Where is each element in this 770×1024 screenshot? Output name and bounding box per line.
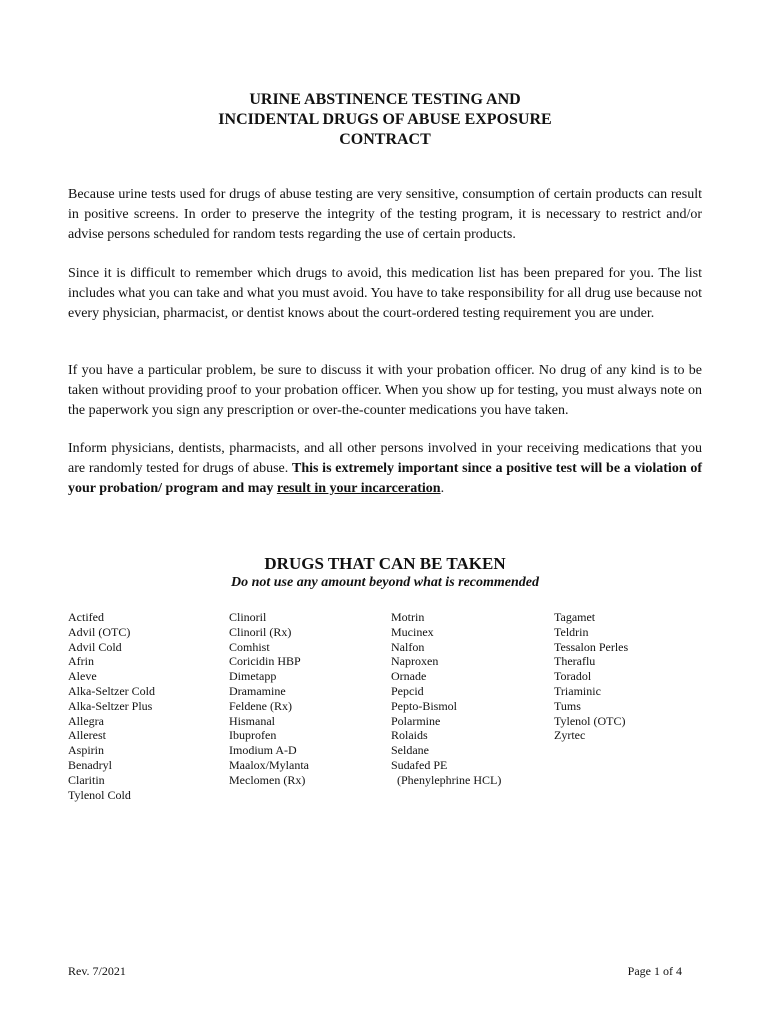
paragraph-sensitivity: Because urine tests used for drugs of abuse testing are very sensitive, consumption of certain products can result in positive screens. In order to preserve the integrity of the testing program, it is necessary to restrict and/or advise persons scheduled for random tests regarding the use of certain products. [68, 187, 702, 242]
drug-list-item: Coricidin HBP [229, 654, 301, 669]
drug-list-item: Tagamet [554, 610, 596, 624]
drug-list-item: Tessalon Perles [554, 639, 629, 654]
drug-list-item: Nalfon [391, 639, 425, 654]
drug-list-item: Dramamine [229, 683, 286, 698]
drug-list-item: Clinoril [229, 610, 267, 624]
drug-list-item: Ibuprofen [229, 728, 277, 743]
drug-list-item: Imodium A-D [229, 743, 297, 758]
drugs-section-subtitle: Do not use any amount beyond what is recommended [230, 575, 540, 590]
drug-list-item: Aleve [68, 669, 97, 684]
drug-list-item: Teldrin [554, 624, 589, 639]
drug-list-item: Toradol [554, 669, 592, 684]
drug-list-item: Seldane [391, 743, 429, 758]
warning-underlined-text: result in your incarceration [276, 481, 441, 496]
drug-list-item: Tums [554, 698, 581, 713]
drug-column-3 [391, 610, 501, 788]
drug-list-item: Feldene (Rx) [229, 698, 292, 713]
drug-column-4 [554, 610, 628, 743]
paragraph-inform-physicians [68, 439, 702, 499]
drug-list-item: Afrin [68, 654, 94, 669]
drug-list-item: Maalox/Mylanta [229, 757, 309, 772]
drug-list-item: Aspirin [68, 743, 104, 758]
drug-column-1 [68, 610, 155, 802]
drug-list-item: Theraflu [554, 654, 596, 669]
paragraph-inform-text: Inform physicians, dentists, pharmacists, and all other persons involved in your receiving medications that you are randomly tested for drugs of abuse. [68, 441, 702, 476]
drug-list-item: Allegra [68, 713, 104, 728]
drug-list-item: Actifed [68, 610, 104, 624]
drug-list-item: Benadryl [68, 757, 112, 772]
drug-list-item: Rolaids [391, 728, 428, 743]
drug-list-item: Dimetapp [229, 669, 277, 684]
drug-list-item: Tylenol Cold [68, 787, 131, 802]
drug-list-item: Pepto-Bismol [391, 698, 458, 713]
drug-list-item: Hismanal [229, 713, 275, 728]
drugs-section-title: DRUGS THAT CAN BE TAKEN [264, 554, 506, 573]
drug-list-item: Naproxen [391, 654, 439, 669]
drug-column-2 [229, 610, 309, 788]
title-line-3: CONTRACT [339, 131, 431, 148]
drug-list-item: Motrin [391, 610, 425, 624]
paragraph-probation-officer: If you have a particular problem, be sure to discuss it with your probation officer. No drug of any kind is to be taken without providing proof to your probation officer. When you show up for testing, you must always note on the paperwork you sign any prescription or over-the-counter medications you have taken. [68, 363, 702, 418]
document-title [0, 90, 770, 150]
warning-bold-text: This is extremely important since a positive test will be a violation of your probation/ program and may [68, 461, 703, 496]
drug-list-item: Clinoril (Rx) [229, 624, 292, 639]
drug-list-item: Claritin [68, 772, 105, 787]
drug-list-item: Alka-Seltzer Plus [68, 698, 153, 713]
drug-list-item: Pepcid [391, 683, 424, 698]
drug-list-item: Zyrtec [554, 728, 586, 743]
drug-list-item: Ornade [391, 669, 427, 684]
drug-list-item: Tylenol (OTC) [554, 713, 626, 728]
drug-list-item: Comhist [229, 639, 270, 654]
page-number: Page 1 of 4 [627, 964, 682, 978]
drug-list-item: (Phenylephrine HCL) [391, 772, 502, 787]
drug-list-item: Advil Cold [68, 639, 122, 654]
drug-list-item: Advil (OTC) [68, 624, 131, 639]
title-line-2: INCIDENTAL DRUGS OF ABUSE EXPOSURE [218, 111, 552, 128]
drug-list-item: Sudafed PE [391, 757, 448, 772]
drug-list-item: Alka-Seltzer Cold [68, 683, 155, 698]
drug-list-item: Mucinex [391, 624, 434, 639]
drug-list-item: Triaminic [554, 683, 601, 698]
revision-date: Rev. 7/2021 [68, 964, 126, 978]
paragraph-end-period: . [440, 481, 445, 496]
drug-list-item: Polarmine [391, 713, 441, 728]
drug-list-item: Meclomen (Rx) [229, 772, 306, 787]
title-line-1: URINE ABSTINENCE TESTING AND [249, 91, 521, 108]
paragraph-responsibility: Since it is difficult to remember which drugs to avoid, this medication list has been prepared for you. The list includes what you can take and what you must avoid. You have to take responsibility for all drug use because not every physician, pharmacist, or dentist knows about the court-ordered testing requirement you are under. [68, 266, 702, 321]
drug-list-item: Allerest [68, 728, 106, 743]
